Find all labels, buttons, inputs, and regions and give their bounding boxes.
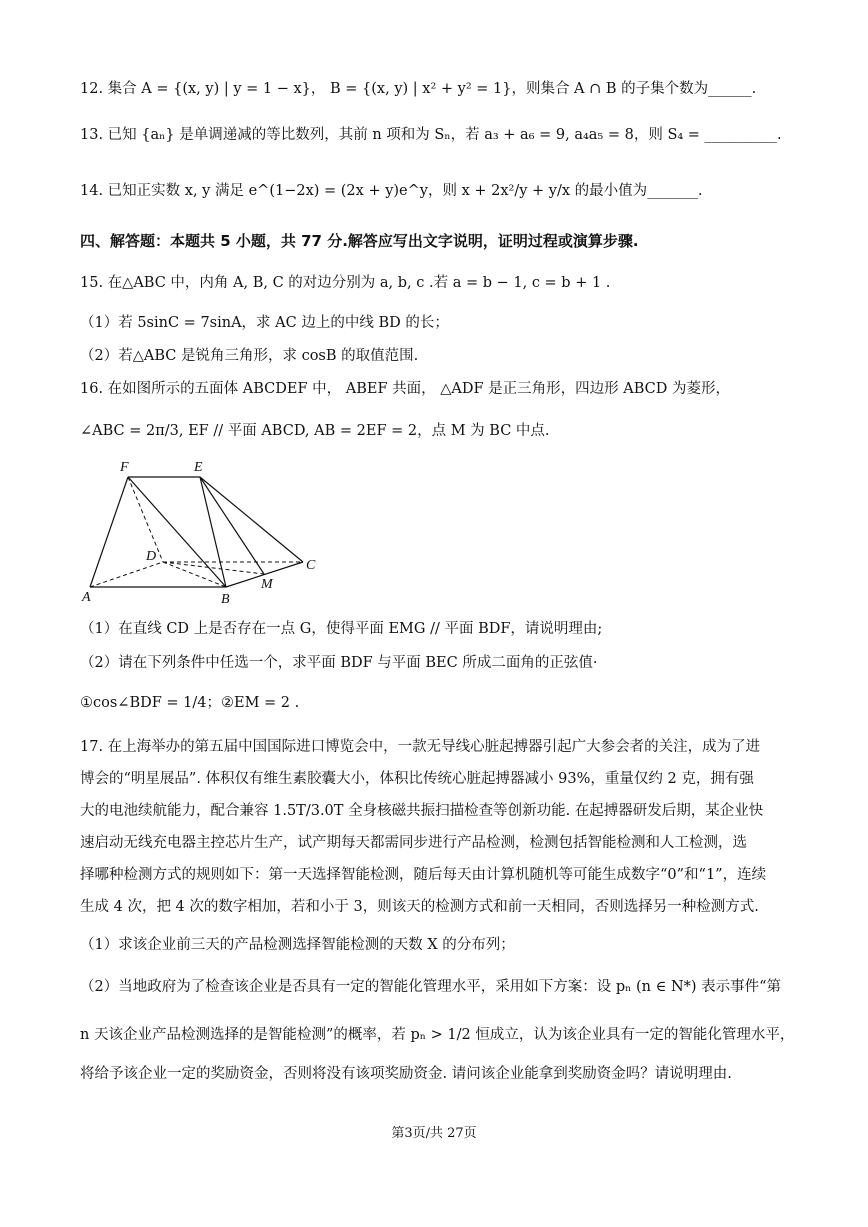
- q13-text: 13. 已知 {aₙ} 是单调递减的等比数列，其前 n 项和为 Sₙ，若 a₃ + a₆ = 9, a₄a₅ = 8，则 S₄ = __________.: [80, 127, 782, 143]
- q17-part-2-line-3: 将给予该企业一定的奖励资金，否则将没有该项奖励资金. 请问该企业能拿到奖励资金吗？请说明理由.: [80, 1066, 732, 1082]
- pentahedron-figure: [78, 457, 338, 607]
- label-e: E: [194, 460, 203, 475]
- q17-line-5: 择哪种检测方式的规则如下：第一天选择智能检测，随后每天由计算机随机等可能生成数字“0”和“1”，连续: [80, 867, 767, 883]
- edge-ec: [200, 477, 303, 562]
- q12-text: 12. 集合 A = {(x, y) | y = 1 − x}， B = {(x, y) | x² + y² = 1}，则集合 A ∩ B 的子集个数为______.: [80, 81, 757, 97]
- edge-eb: [200, 477, 226, 587]
- label-a: A: [82, 590, 91, 605]
- q16-stem-line-1: 16. 在如图所示的五面体 ABCDEF 中， ABEF 共面， △ADF 是正三角形，四边形 ABCD 为菱形，: [80, 381, 730, 397]
- edge-ad: [90, 562, 163, 587]
- label-m: M: [261, 577, 273, 592]
- edge-fa: [90, 477, 128, 587]
- q17-line-2: 博会的“明星展品”. 体积仅有维生素胶囊大小，体积比传统心脏起搏器减小 93%，重量仅约 2 克，拥有强: [80, 771, 754, 787]
- label-f: F: [120, 460, 129, 475]
- label-b: B: [221, 592, 230, 607]
- q15-stem: 15. 在△ABC 中，内角 A, B, C 的对边分别为 a, b, c .若 a = b − 1, c = b + 1 .: [80, 275, 611, 291]
- q17-line-1: 17. 在上海举办的第五届中国国际进口博览会中，一款无导线心脏起搏器引起广大参会者的关注，成为了进: [80, 739, 761, 755]
- q16-part-2: （2）请在下列条件中任选一个，求平面 BDF 与平面 BEC 所成二面角的正弦值·: [80, 655, 598, 671]
- label-d: D: [146, 549, 157, 564]
- edge-em: [200, 477, 264, 574]
- q17-part-1: （1）求该企业前三天的产品检测选择智能检测的天数 X 的分布列；: [80, 937, 515, 953]
- q15-part-2: （2）若△ABC 是锐角三角形，求 cosB 的取值范围.: [80, 348, 419, 364]
- page-footer: 第3页/共 27页: [391, 1126, 477, 1141]
- q17-line-4: 速启动无线充电器主控芯片生产，试产期每天都需同步进行产品检测，检测包括智能检测和人工检测，选: [80, 835, 747, 851]
- q17-line-6: 生成 4 次，把 4 次的数字相加，若和小于 3，则该天的检测方式和前一天相同，否则选择另一种检测方式.: [80, 899, 759, 915]
- q16-part-1: （1）在直线 CD 上是否存在一点 G，使得平面 EMG // 平面 BDF，请说明理由;: [80, 621, 603, 637]
- label-c: C: [306, 558, 316, 573]
- q17-line-3: 大的电池续航能力，配合兼容 1.5T/3.0T 全身核磁共振扫描检查等创新功能. 在起搏器研发后期，某企业快: [80, 803, 764, 819]
- q14-text: 14. 已知正实数 x, y 满足 e^(1−2x) = (2x + y)e^y，则 x + 2x²/y + y/x 的最小值为_______.: [80, 183, 703, 199]
- q16-stem-line-2: ∠ABC = 2π/3, EF // 平面 ABCD, AB = 2EF = 2，点 M 为 BC 中点.: [80, 423, 550, 439]
- q16-options: ①cos∠BDF = 1/4；②EM = 2 .: [80, 695, 300, 711]
- q17-part-2-line-1: （2）当地政府为了检查该企业是否具有一定的智能化管理水平，采用如下方案：设 pₙ (n ∈ N*) 表示事件“第: [80, 979, 782, 995]
- section-heading: 四、解答题：本题共 5 小题，共 77 分.解答应写出文字说明，证明过程或演算步骤.: [80, 232, 639, 250]
- q15-part-1: （1）若 5sinC = 7sinA，求 AC 边上的中线 BD 的长；: [80, 315, 449, 331]
- q17-part-2-line-2: n 天该企业产品检测选择的是智能检测”的概率，若 pₙ > 1/2 恒成立，认为该企业具有一定的智能化管理水平，: [80, 1027, 795, 1043]
